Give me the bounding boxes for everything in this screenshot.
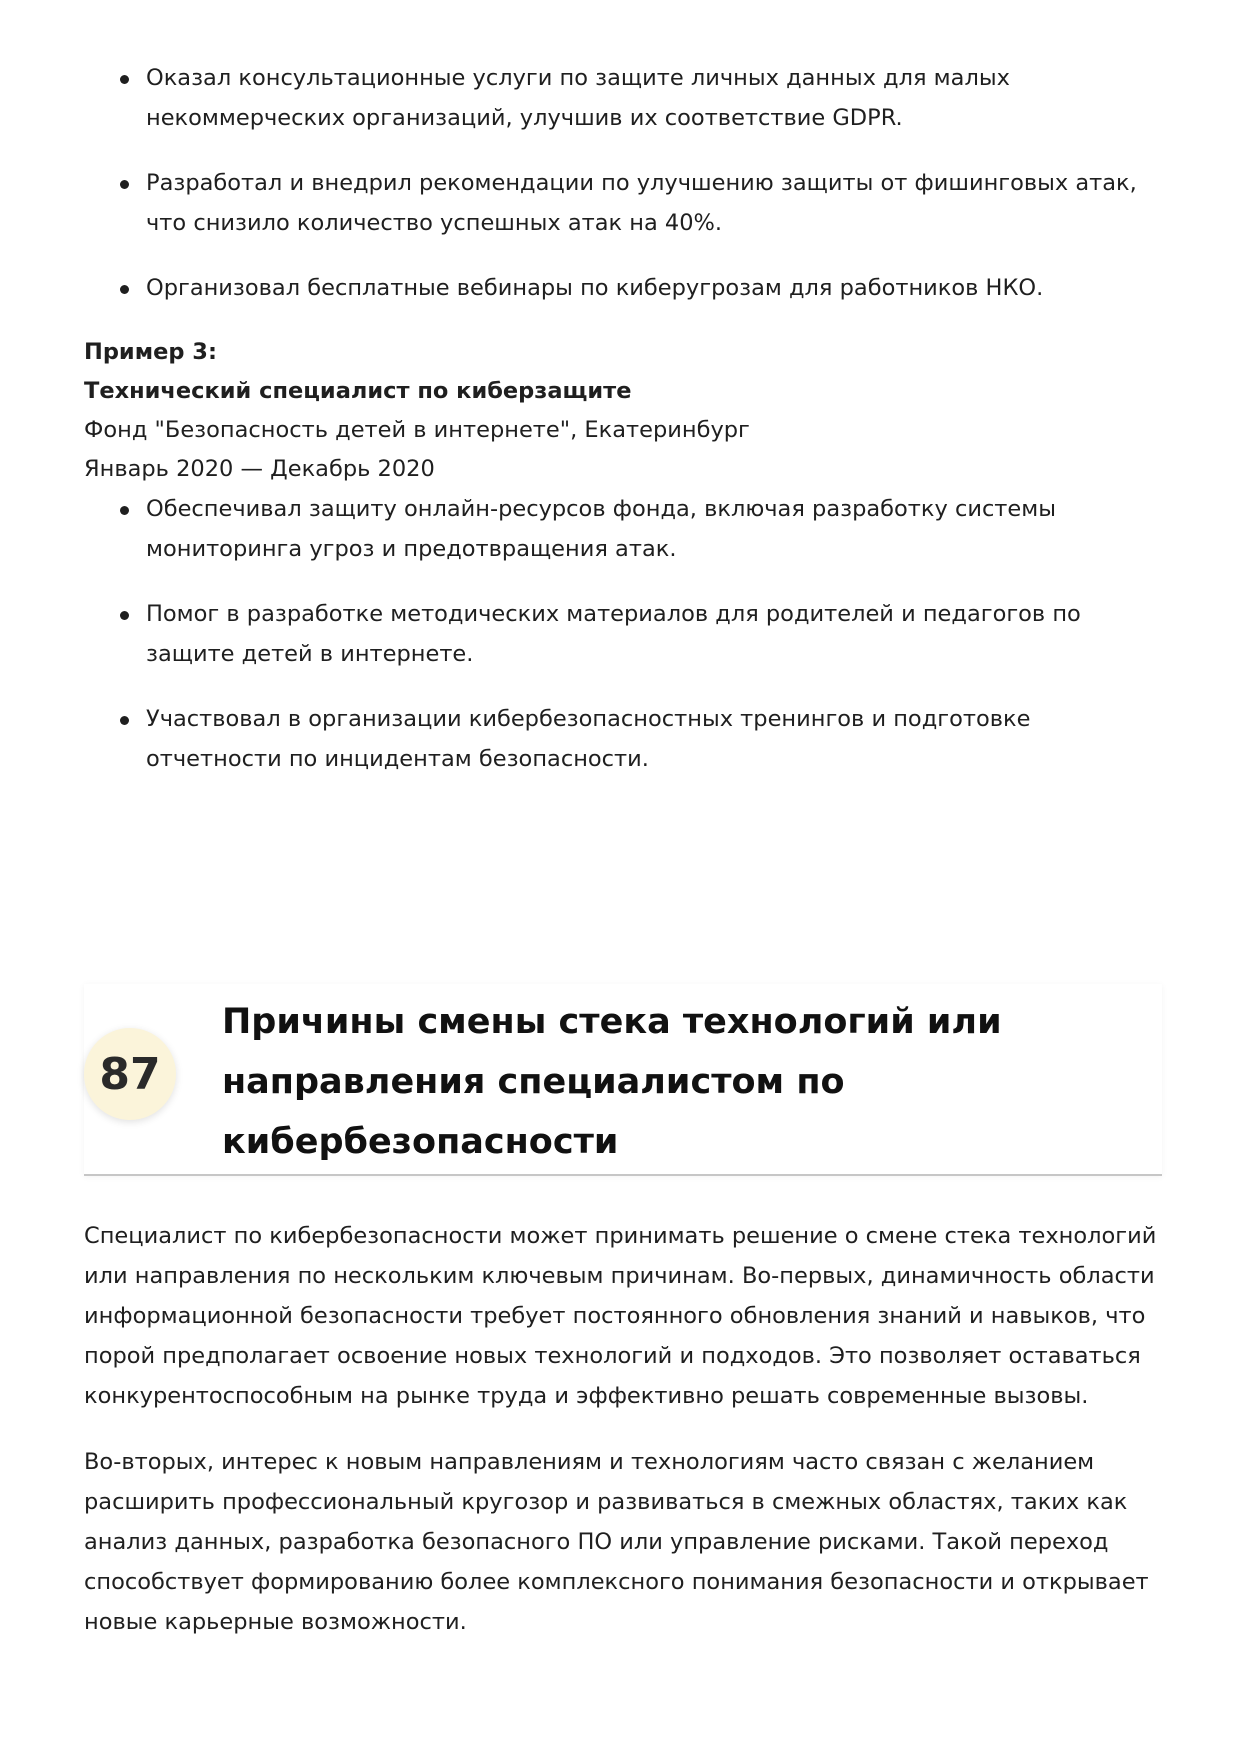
list-item — [84, 268, 1162, 308]
list-item — [84, 699, 1162, 779]
list-item-text: Участвовал в организации кибербезопасностных тренингов и подготовке отчетности по инцидентам безопасности. — [146, 706, 1031, 772]
list-item — [84, 163, 1162, 243]
job-position: Технический специалист по киберзащите — [84, 378, 632, 404]
organization: Фонд "Безопасность детей в интернете", Екатеринбург — [84, 417, 750, 443]
list-item-text: Организовал бесплатные вебинары по киберугрозам для работников НКО. — [146, 275, 1044, 301]
paragraph: Во-вторых, интерес к новым направлениям и технологиям часто связан с желанием расширить профессиональный кругозор и развиваться в смежных областях, таких как анализ данных, разработка безопасного ПО или управление рисками. Такой переход способствует формированию более комплексного понимания безопасности и открывает новые карьерные возможности. — [84, 1449, 1149, 1635]
bullet-icon — [120, 180, 129, 189]
list-item-text: Разработал и внедрил рекомендации по улучшению защиты от фишинговых атак, что снизило количество успешных атак на 40%. — [146, 170, 1137, 236]
list-item — [84, 58, 1162, 138]
bullet-icon — [120, 75, 129, 84]
bullet-icon — [120, 716, 129, 725]
bullet-icon — [120, 611, 129, 620]
list-item-text: Обеспечивал защиту онлайн-ресурсов фонда, включая разработку системы мониторинга угроз и предотвращения атак. — [146, 496, 1056, 562]
list-item — [84, 489, 1162, 569]
achievements-list-example-3 — [84, 489, 1162, 779]
employment-period: Январь 2020 — Декабрь 2020 — [84, 456, 435, 482]
experience-content — [84, 58, 1162, 804]
section-body — [84, 1216, 1162, 1668]
section-title: Причины смены стека технологий или направления специалистом по кибербезопасности — [222, 1002, 1002, 1162]
example-label: Пример 3: — [84, 339, 217, 365]
bullet-icon — [120, 285, 129, 294]
section-number-badge: 87 — [84, 1028, 176, 1120]
example-3-block — [84, 333, 1162, 489]
achievements-list-previous — [84, 58, 1162, 308]
section-header — [84, 984, 1162, 1176]
list-item-text: Оказал консультационные услуги по защите личных данных для малых некоммерческих организаций, улучшив их соответствие GDPR. — [146, 65, 1010, 131]
list-item — [84, 594, 1162, 674]
list-item-text: Помог в разработке методических материалов для родителей и педагогов по защите детей в интернете. — [146, 601, 1081, 667]
paragraph: Специалист по кибербезопасности может принимать решение о смене стека технологий или направления по нескольким ключевым причинам. Во-первых, динамичность области информационной безопасности требует постоянного обновления знаний и навыков, что порой предполагает освоение новых технологий и подходов. Это позволяет оставаться конкурентоспособным на рынке труда и эффективно решать современные вызовы. — [84, 1223, 1157, 1409]
bullet-icon — [120, 506, 129, 515]
